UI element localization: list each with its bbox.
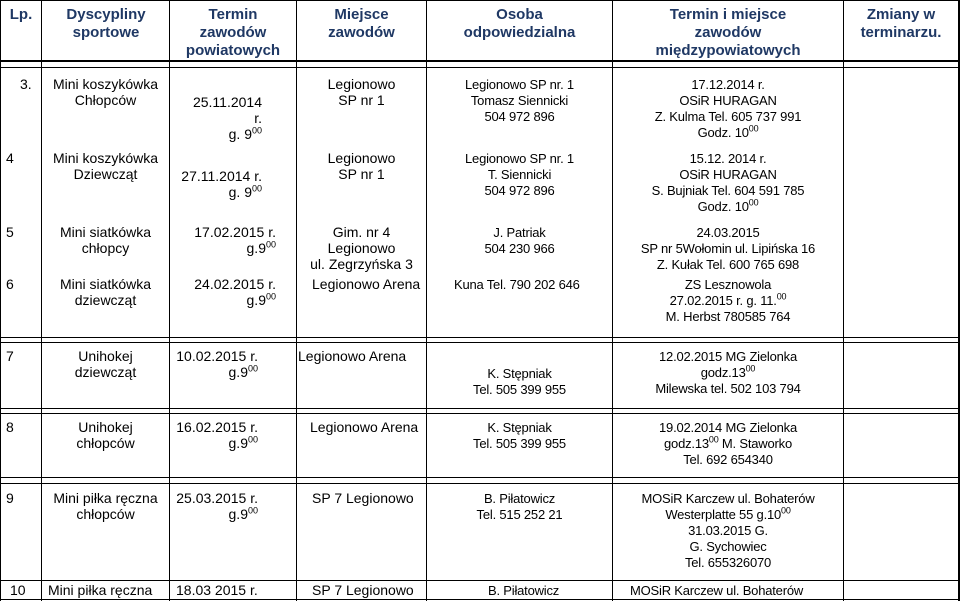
row-dyscyplina: Mini koszykówka Chłopców: [52, 76, 159, 108]
row-termin: 25.03.2015 r. $g.9^{00}$: [176, 490, 258, 522]
row-lp: 8: [6, 419, 14, 435]
row-dyscyplina: Mini piłka ręczna: [48, 582, 153, 598]
row-miedzy: 24.03.2015 SP nr 5Wołomin ul. Lipińska 16 Z. Kułak Tel. 600 765 698: [640, 225, 816, 272]
row-osoba: Kuna Tel. 790 202 646: [454, 277, 580, 292]
row-dyscyplina: Mini piłka ręczna chłopców: [53, 490, 158, 522]
row-miedzy: MOSiR Karczew ul. Bohaterów: [630, 583, 804, 598]
row-lp: 10: [10, 582, 26, 598]
row-termin: 24.02.2015 r. $g.9^{00}$: [194, 276, 276, 308]
header-lp: Lp.: [9, 6, 33, 23]
row-termin: 27.11.2014 r. g. $9^{00}$: [181, 168, 262, 200]
row-miedzy: 15.12. 2014 r. OSiR HURAGAN S. Bujniak Tel. 604 591 785 Godz. $10^{00}$: [651, 151, 805, 214]
row-dyscyplina: Mini koszykówka Dziewcząt: [52, 150, 159, 182]
row-lp: 4: [6, 150, 14, 166]
header-termin-miedzypowiatowych: Termin i miejsce zawodów międzypowiatowych: [655, 6, 801, 59]
header-termin-powiatowych: Termin zawodów powiatowych: [185, 6, 281, 59]
row-termin: 17.02.2015 r. $g.9^{00}$: [194, 224, 276, 256]
row-osoba: K. Stępniak Tel. 505 399 955: [473, 366, 566, 397]
row-termin: 16.02.2015 r. $g.9^{00}$: [176, 419, 258, 451]
header-dyscypliny: Dyscypliny sportowe: [66, 6, 146, 41]
row-osoba: Legionowo SP nr. 1 T. Siennicki 504 972 896: [465, 151, 574, 198]
row-dyscyplina: Mini siatkówka dziewcząt: [59, 276, 152, 308]
row-dyscyplina: Unihokej chłopców: [76, 419, 135, 451]
row-miejsce: Legionowo Arena: [298, 348, 407, 364]
row-miejsce: SP 7 Legionowo: [312, 490, 414, 506]
row-miejsce: Legionowo SP nr 1: [327, 150, 396, 182]
row-miejsce: Legionowo SP nr 1: [327, 76, 396, 108]
row-miedzy: 17.12.2014 r. OSiR HURAGAN Z. Kulma Tel. 605 737 991 Godz. $10^{00}$: [654, 77, 802, 140]
row-lp: 9: [6, 490, 14, 506]
row-miejsce: SP 7 Legionowo: [312, 582, 414, 598]
row-lp: 7: [6, 348, 14, 364]
row-miedzy: 12.02.2015 MG Zielonka $godz.13^{00}$ Milewska tel. 502 103 794: [655, 349, 801, 396]
row-dyscyplina: Mini siatkówka chłopcy: [59, 224, 152, 256]
header-miejsce: Miejsce zawodów: [328, 6, 395, 41]
row-lp: 3.: [20, 76, 32, 92]
row-miedzy: MOSiR Karczew ul. Bohaterów Westerplatte 55 $g.10^{00}$ 31.03.2015 G. G. Sychowiec Tel. 655326070: [641, 491, 815, 570]
header-osoba: Osoba odpowiedzialna: [463, 6, 576, 41]
row-osoba: J. Patriak 504 230 966: [484, 225, 555, 256]
row-miejsce: Legionowo Arena: [312, 276, 421, 292]
row-termin: 10.02.2015 r. $g.9^{00}$: [176, 348, 258, 380]
row-miejsce: Gim. nr 4 Legionowo ul. Zegrzyńska 3: [310, 224, 413, 272]
row-termin: 25.11.2014 r. g. $9^{00}$: [192, 94, 262, 142]
row-lp: 6: [6, 276, 14, 292]
row-osoba: B. Piłatowicz Tel. 515 252 21: [476, 491, 563, 522]
row-osoba: K. Stępniak Tel. 505 399 955: [473, 420, 566, 451]
row-miedzy: ZS Lesznowola 27.02.2015 r. g. 11.00 M. Herbst 780585 764: [665, 277, 791, 324]
row-osoba: Legionowo SP nr. 1 Tomasz Siennicki 504 972 896: [465, 77, 574, 124]
row-osoba: B. Piłatowicz: [488, 583, 560, 598]
row-dyscyplina: Unihokej dziewcząt: [74, 348, 137, 380]
row-termin: 18.03 2015 r.: [176, 582, 258, 598]
row-miejsce: Legionowo Arena: [310, 419, 419, 435]
header-zmiany: Zmiany w terminarzu.: [860, 6, 942, 41]
row-lp: 5: [6, 224, 14, 240]
row-miedzy: 19.02.2014 MG Zielonka $godz.13^{00}$ M. Staworko Tel. 692 654340: [659, 420, 797, 467]
